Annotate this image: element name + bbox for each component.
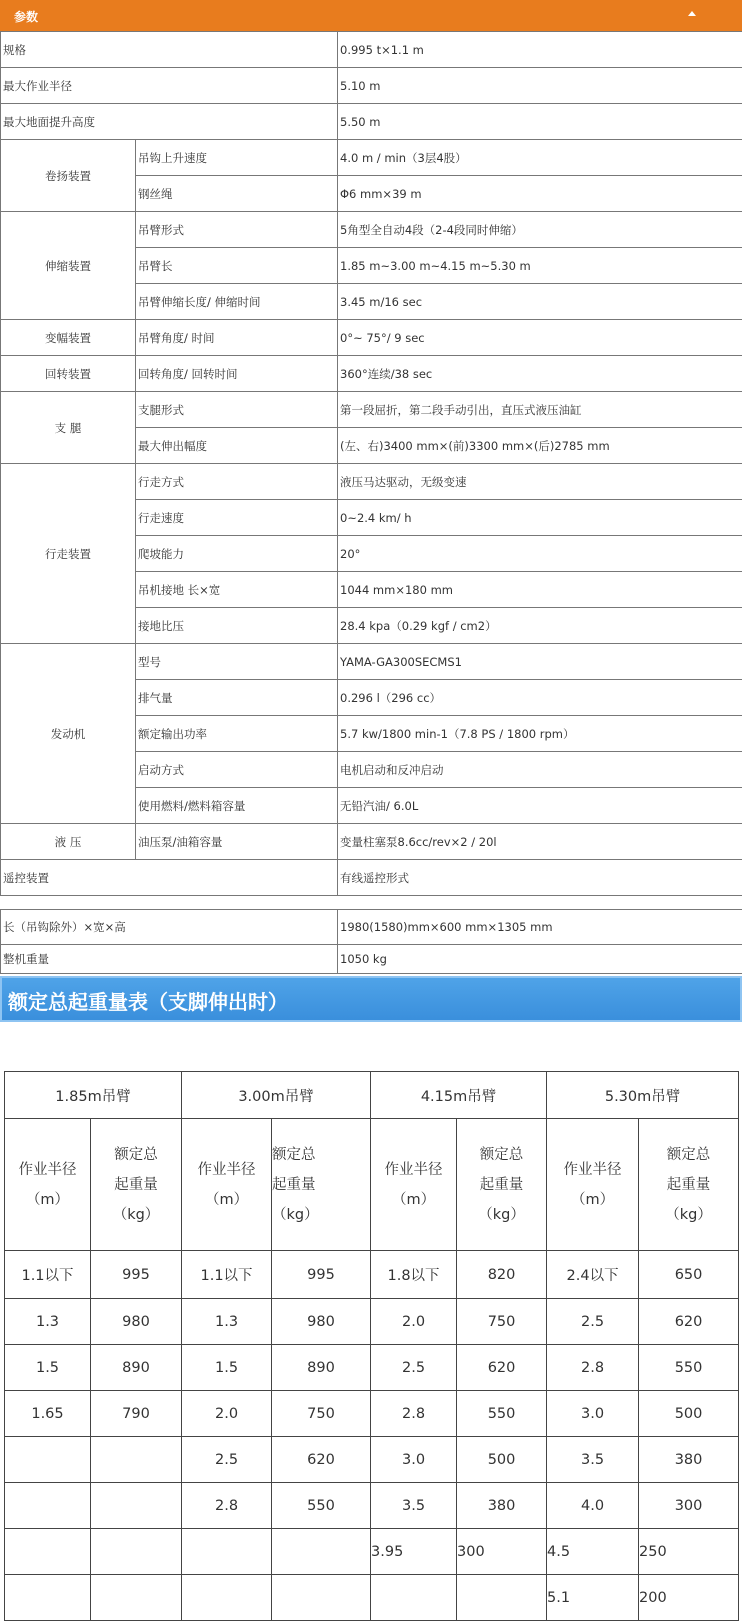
- table-cell: 300: [457, 1529, 547, 1575]
- spec-value: 5.50 m: [338, 104, 742, 140]
- table-cell: 500: [639, 1391, 739, 1437]
- spec-group: 发动机: [1, 644, 136, 824]
- spec-row: [1, 644, 742, 680]
- table-cell: [91, 1575, 182, 1621]
- spec-value: 有线遥控形式: [338, 860, 742, 896]
- load-table: [4, 1071, 739, 1621]
- table-cell: 620: [457, 1345, 547, 1391]
- boom-header: 4.15m吊臂: [371, 1072, 547, 1119]
- table-row: [5, 1529, 739, 1575]
- table-cell: 2.5: [371, 1345, 457, 1391]
- table-cell: 1.3: [182, 1299, 272, 1345]
- table-cell: 2.0: [182, 1391, 272, 1437]
- spec-value: 无铅汽油/ 6.0L: [338, 788, 742, 824]
- table-row: [5, 1483, 739, 1529]
- radius-header: 作业半径 （m）: [5, 1119, 91, 1251]
- spec-row: [1, 910, 742, 945]
- table-cell: 750: [272, 1391, 371, 1437]
- table-row: [5, 1251, 739, 1299]
- spec-label: 行走方式: [136, 464, 338, 500]
- spec-label: 最大作业半径: [1, 68, 338, 104]
- radius-header: 作业半径 （m）: [547, 1119, 639, 1251]
- table-cell: 3.5: [371, 1483, 457, 1529]
- banner-title: 额定总起重量表（支脚伸出时）: [8, 986, 288, 1015]
- spec-value: 1044 mm×180 mm: [338, 572, 742, 608]
- spec-table-dimensions: [0, 909, 742, 974]
- spec-label: 长（吊钩除外）×宽×高: [1, 910, 338, 945]
- spec-value: (左、右)3400 mm×(前)3300 mm×(后)2785 mm: [338, 428, 742, 464]
- spec-value: Φ6 mm×39 m: [338, 176, 742, 212]
- spec-group: 卷扬装置: [1, 140, 136, 212]
- table-cell: 550: [457, 1391, 547, 1437]
- spec-value: 20°: [338, 536, 742, 572]
- spec-row: [1, 32, 742, 68]
- spec-row: [1, 945, 742, 974]
- table-cell: 1.5: [5, 1345, 91, 1391]
- table-cell: [457, 1575, 547, 1621]
- table-cell: 300: [639, 1483, 739, 1529]
- spec-value: 3.45 m/16 sec: [338, 284, 742, 320]
- table-row: [5, 1299, 739, 1345]
- spec-label: 遥控装置: [1, 860, 338, 896]
- spec-row: [1, 824, 742, 860]
- table-cell: 650: [639, 1251, 739, 1299]
- spec-value: 28.4 kpa（0.29 kgf / cm2）: [338, 608, 742, 644]
- section-title: 参数: [14, 8, 38, 25]
- table-cell: [272, 1575, 371, 1621]
- table-cell: 980: [91, 1299, 182, 1345]
- table-cell: [5, 1483, 91, 1529]
- load-table-banner: [0, 976, 742, 1022]
- table-cell: 1.65: [5, 1391, 91, 1437]
- load-header: 额定总 起重量 （kg）: [457, 1119, 547, 1251]
- spec-row: [1, 104, 742, 140]
- spec-label: 爬坡能力: [136, 536, 338, 572]
- collapse-caret-icon[interactable]: [688, 11, 696, 16]
- table-cell: 500: [457, 1437, 547, 1483]
- table-cell: 5.1: [547, 1575, 639, 1621]
- table-cell: 2.8: [182, 1483, 272, 1529]
- table-cell: 890: [91, 1345, 182, 1391]
- table-cell: 4.0: [547, 1483, 639, 1529]
- load-header: 额定总 起重量 （kg）: [639, 1119, 739, 1251]
- spec-label: 额定输出功率: [136, 716, 338, 752]
- spec-value: 电机启动和反冲启动: [338, 752, 742, 788]
- spec-row: [1, 320, 742, 356]
- spec-label: 规格: [1, 32, 338, 68]
- spec-row: [1, 464, 742, 500]
- table-cell: [5, 1529, 91, 1575]
- spec-label: 整机重量: [1, 945, 338, 974]
- spec-label: 最大地面提升高度: [1, 104, 338, 140]
- table-cell: 2.0: [371, 1299, 457, 1345]
- table-cell: 2.5: [547, 1299, 639, 1345]
- spec-group: 支 腿: [1, 392, 136, 464]
- table-cell: 2.4以下: [547, 1251, 639, 1299]
- spec-label: 行走速度: [136, 500, 338, 536]
- table-cell: 1.3: [5, 1299, 91, 1345]
- table-cell: [272, 1529, 371, 1575]
- table-cell: 980: [272, 1299, 371, 1345]
- table-cell: 1.1以下: [5, 1251, 91, 1299]
- spec-label: 油压泵/油箱容量: [136, 824, 338, 860]
- spec-label: 吊臂形式: [136, 212, 338, 248]
- spec-label: 吊机接地 长×宽: [136, 572, 338, 608]
- spec-row: [1, 68, 742, 104]
- spec-label: 排气量: [136, 680, 338, 716]
- spec-value: 1050 kg: [338, 945, 742, 974]
- spec-value: 第一段屈折，第二段手动引出，直压式液压油缸: [338, 392, 742, 428]
- table-cell: 2.5: [182, 1437, 272, 1483]
- table-cell: 820: [457, 1251, 547, 1299]
- spec-label: 吊钩上升速度: [136, 140, 338, 176]
- spec-value: 5角型全自动4段（2-4段同时伸缩）: [338, 212, 742, 248]
- table-cell: 2.8: [547, 1345, 639, 1391]
- spec-label: 启动方式: [136, 752, 338, 788]
- table-row: [5, 1437, 739, 1483]
- spec-value: 0~2.4 km/ h: [338, 500, 742, 536]
- spec-label: 型号: [136, 644, 338, 680]
- table-cell: 3.0: [371, 1437, 457, 1483]
- spec-group: 行走装置: [1, 464, 136, 644]
- table-cell: [91, 1529, 182, 1575]
- spec-group: 回转装置: [1, 356, 136, 392]
- table-cell: 1.8以下: [371, 1251, 457, 1299]
- spec-label: 吊臂长: [136, 248, 338, 284]
- spec-value: 0°~ 75°/ 9 sec: [338, 320, 742, 356]
- radius-header: 作业半径 （m）: [182, 1119, 272, 1251]
- spec-value: 1.85 m~3.00 m~4.15 m~5.30 m: [338, 248, 742, 284]
- spec-row: [1, 212, 742, 248]
- table-cell: 1.1以下: [182, 1251, 272, 1299]
- table-cell: [371, 1575, 457, 1621]
- spec-label: 吊臂伸缩长度/ 伸缩时间: [136, 284, 338, 320]
- spec-value: 5.7 kw/1800 min-1（7.8 PS / 1800 rpm）: [338, 716, 742, 752]
- spec-label: 回转角度/ 回转时间: [136, 356, 338, 392]
- spec-value: YAMA-GA300SECMS1: [338, 644, 742, 680]
- table-cell: 995: [91, 1251, 182, 1299]
- spec-group: 液 压: [1, 824, 136, 860]
- spec-value: 360°连续/38 sec: [338, 356, 742, 392]
- table-cell: [91, 1437, 182, 1483]
- boom-header-row: [5, 1072, 739, 1119]
- table-cell: 620: [272, 1437, 371, 1483]
- table-cell: [5, 1437, 91, 1483]
- spec-label: 钢丝绳: [136, 176, 338, 212]
- load-header: 额定总 起重量 （kg）: [91, 1119, 182, 1251]
- table-cell: 995: [272, 1251, 371, 1299]
- spec-row: [1, 356, 742, 392]
- table-cell: 1.5: [182, 1345, 272, 1391]
- table-cell: 380: [457, 1483, 547, 1529]
- spec-label: 使用燃料/燃料箱容量: [136, 788, 338, 824]
- spec-value: 5.10 m: [338, 68, 742, 104]
- table-cell: 620: [639, 1299, 739, 1345]
- table-cell: 380: [639, 1437, 739, 1483]
- spec-row: [1, 392, 742, 428]
- table-cell: 2.8: [371, 1391, 457, 1437]
- spec-label: 吊臂角度/ 时间: [136, 320, 338, 356]
- column-header-row: [5, 1119, 739, 1251]
- spec-value: 0.995 t×1.1 m: [338, 32, 742, 68]
- table-cell: 550: [639, 1345, 739, 1391]
- boom-header: 1.85m吊臂: [5, 1072, 182, 1119]
- boom-header: 5.30m吊臂: [547, 1072, 739, 1119]
- table-cell: 4.5: [547, 1529, 639, 1575]
- table-cell: 890: [272, 1345, 371, 1391]
- spec-label: 最大伸出幅度: [136, 428, 338, 464]
- table-cell: [91, 1483, 182, 1529]
- section-header[interactable]: [0, 0, 742, 31]
- spec-group: 变幅装置: [1, 320, 136, 356]
- table-cell: 750: [457, 1299, 547, 1345]
- spec-label: 接地比压: [136, 608, 338, 644]
- table-cell: 250: [639, 1529, 739, 1575]
- table-cell: [182, 1529, 272, 1575]
- spec-group: 伸缩装置: [1, 212, 136, 320]
- load-header: 额定总 起重量 （kg）: [272, 1119, 371, 1251]
- table-cell: 790: [91, 1391, 182, 1437]
- spec-value: 1980(1580)mm×600 mm×1305 mm: [338, 910, 742, 945]
- spec-row: [1, 860, 742, 896]
- spec-value: 液压马达驱动，无级变速: [338, 464, 742, 500]
- radius-header: 作业半径 （m）: [371, 1119, 457, 1251]
- table-row: [5, 1391, 739, 1437]
- spec-value: 4.0 m / min（3层4股）: [338, 140, 742, 176]
- table-cell: 3.95: [371, 1529, 457, 1575]
- spec-row: [1, 140, 742, 176]
- table-cell: [182, 1575, 272, 1621]
- spec-label: 支腿形式: [136, 392, 338, 428]
- spec-table: [0, 31, 742, 896]
- table-cell: [5, 1575, 91, 1621]
- table-cell: 200: [639, 1575, 739, 1621]
- boom-header: 3.00m吊臂: [182, 1072, 371, 1119]
- table-cell: 3.5: [547, 1437, 639, 1483]
- spec-value: 0.296 l（296 cc）: [338, 680, 742, 716]
- table-cell: 550: [272, 1483, 371, 1529]
- spec-value: 变量柱塞泵8.6cc/rev×2 / 20l: [338, 824, 742, 860]
- table-row: [5, 1575, 739, 1621]
- table-row: [5, 1345, 739, 1391]
- table-cell: 3.0: [547, 1391, 639, 1437]
